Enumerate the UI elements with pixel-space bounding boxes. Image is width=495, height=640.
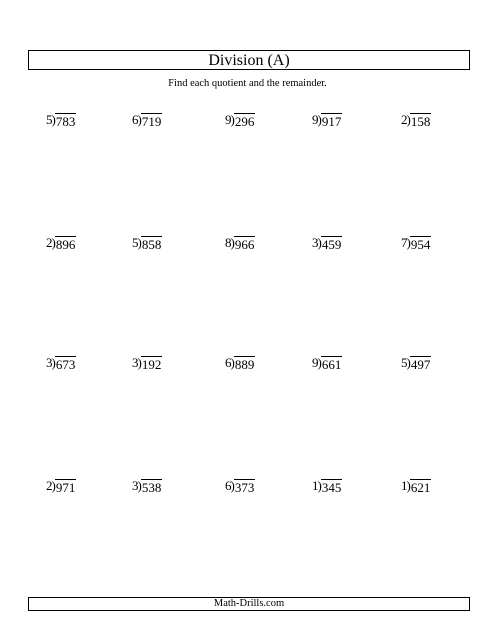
dividend: 345: [321, 480, 342, 495]
division-bracket: ): [51, 112, 56, 127]
divisor: 7: [401, 235, 408, 250]
footer: Math-Drills.com: [28, 597, 470, 611]
division-bracket: ): [317, 235, 322, 250]
division-bracket: ): [51, 235, 56, 250]
dividend: 538: [141, 480, 162, 495]
instructions: Find each quotient and the remainder.: [168, 78, 327, 89]
dividend: 719: [141, 114, 162, 129]
dividend: 373: [234, 480, 255, 495]
divisor: 5: [132, 235, 139, 250]
dividend: 917: [321, 114, 342, 129]
divisor: 3: [132, 355, 139, 370]
divisor: 6: [225, 478, 232, 493]
division-problem: [46, 355, 76, 375]
division-bracket: ): [51, 478, 56, 493]
division-bracket: ): [406, 112, 411, 127]
division-bracket: ): [230, 112, 235, 127]
divisor: 9: [225, 112, 232, 127]
division-problem: [312, 355, 342, 375]
division-bracket: ): [137, 112, 142, 127]
division-bracket: ): [137, 355, 142, 370]
division-problem: [132, 235, 162, 255]
division-problem: [132, 112, 162, 132]
divisor: 5: [46, 112, 53, 127]
dividend: 971: [55, 480, 76, 495]
division-bracket: ): [406, 478, 411, 493]
division-bracket: ): [317, 478, 322, 493]
divisor: 2: [46, 478, 53, 493]
dividend: 954: [410, 237, 431, 252]
division-problem: [46, 235, 76, 255]
division-bracket: ): [51, 355, 56, 370]
division-problem: [225, 355, 255, 375]
division-problem: [401, 355, 431, 375]
division-bracket: ): [317, 112, 322, 127]
divisor: 9: [312, 112, 319, 127]
division-problem: [401, 235, 431, 255]
divisor: 3: [312, 235, 319, 250]
division-problem: [401, 478, 431, 498]
division-bracket: ): [406, 355, 411, 370]
division-problem: [401, 112, 431, 132]
division-problem: [132, 478, 162, 498]
divisor: 1: [401, 478, 408, 493]
dividend: 858: [141, 237, 162, 252]
divisor: 1: [312, 478, 319, 493]
division-problem: [46, 112, 76, 132]
divisor: 9: [312, 355, 319, 370]
dividend: 621: [410, 480, 431, 495]
division-problem: [312, 112, 342, 132]
division-bracket: ): [230, 355, 235, 370]
division-bracket: ): [230, 478, 235, 493]
dividend: 296: [234, 114, 255, 129]
divisor: 2: [46, 235, 53, 250]
divisor: 2: [401, 112, 408, 127]
division-problem: [132, 355, 162, 375]
dividend: 158: [410, 114, 431, 129]
division-bracket: ): [230, 235, 235, 250]
divisor: 8: [225, 235, 232, 250]
division-problem: [312, 235, 342, 255]
dividend: 497: [410, 357, 431, 372]
division-problem: [225, 478, 255, 498]
worksheet-title: Division (A): [28, 50, 470, 70]
division-bracket: ): [137, 235, 142, 250]
dividend: 896: [55, 237, 76, 252]
divisor: 3: [46, 355, 53, 370]
division-problem: [225, 112, 255, 132]
divisor: 6: [225, 355, 232, 370]
dividend: 783: [55, 114, 76, 129]
division-problem: [312, 478, 342, 498]
division-problem: [225, 235, 255, 255]
dividend: 889: [234, 357, 255, 372]
dividend: 661: [321, 357, 342, 372]
division-problem: [46, 478, 76, 498]
dividend: 459: [321, 237, 342, 252]
division-bracket: ): [406, 235, 411, 250]
division-bracket: ): [317, 355, 322, 370]
divisor: 6: [132, 112, 139, 127]
divisor: 5: [401, 355, 408, 370]
dividend: 192: [141, 357, 162, 372]
divisor: 3: [132, 478, 139, 493]
dividend: 673: [55, 357, 76, 372]
dividend: 966: [234, 237, 255, 252]
division-bracket: ): [137, 478, 142, 493]
